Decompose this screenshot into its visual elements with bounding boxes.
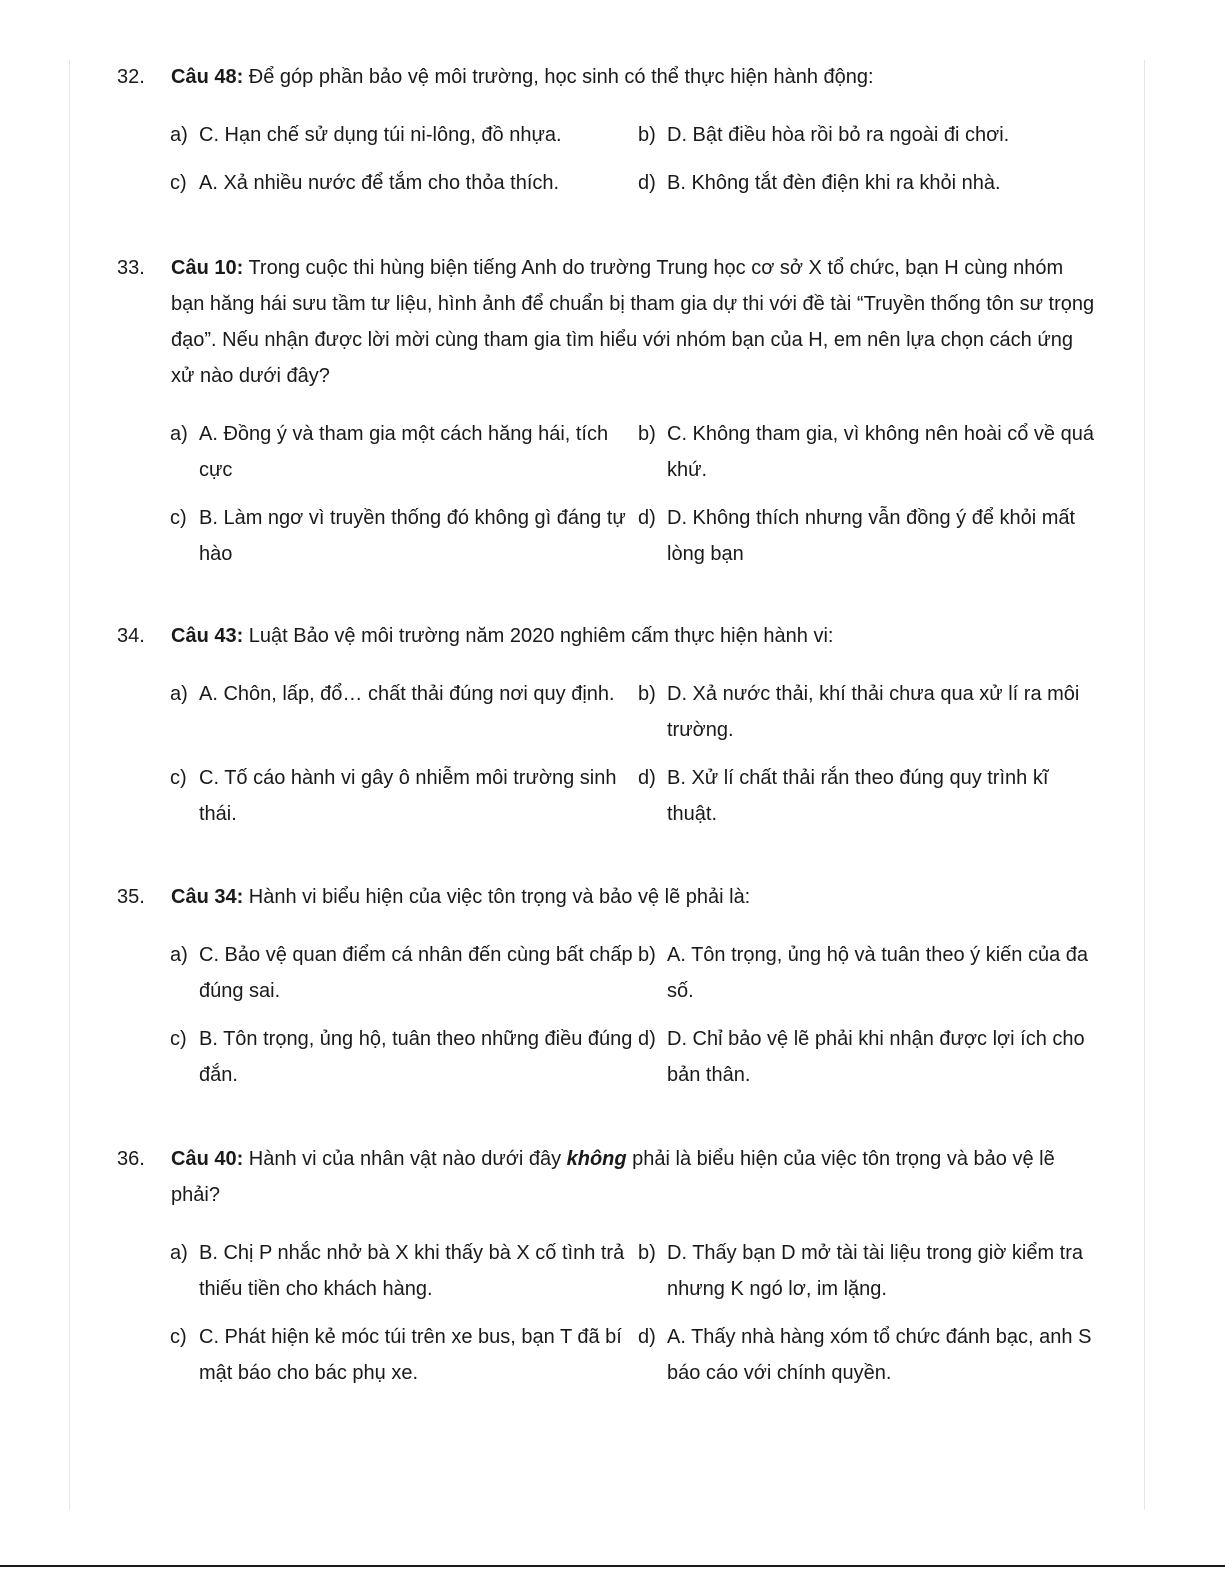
option-letter: b) <box>638 683 656 705</box>
option-text: D. Xả nước thải, khí thải chưa qua xử lí ra môi trường. <box>667 683 1080 741</box>
option-text: C. Phát hiện kẻ móc túi trên xe bus, bạn T đã bí mật báo cho bác phụ xe. <box>199 1326 622 1384</box>
question-stem <box>117 250 1097 394</box>
option-a[interactable] <box>170 937 638 1009</box>
question-text: Trong cuộc thi hùng biện tiếng Anh do trường Trung học cơ sở X tổ chức, bạn H cùng nhóm bạn hăng hái sưu tầm tư liệu, hình ảnh để chuẩn bị tham gia dự thi với đề tài “Truyền thống tôn sư trọng đạo”. Nếu nhận được lời mời cùng tham gia tìm hiểu với nhóm bạn của H, em nên lựa chọn cách ứng xử nào dưới đây? <box>171 257 1095 387</box>
option-d[interactable] <box>638 760 1098 832</box>
option-text: A. Đồng ý và tham gia một cách hăng hái, tích cực <box>199 423 609 481</box>
option-text: D. Không thích nhưng vẫn đồng ý để khỏi mất lòng bạn <box>667 507 1076 565</box>
option-letter: d) <box>638 1028 656 1050</box>
question-label: Câu 40: <box>171 1148 244 1170</box>
question-stem <box>117 618 1097 654</box>
question-label: Câu 43: <box>171 625 244 647</box>
question-label: Câu 48: <box>171 66 244 88</box>
options-grid <box>170 676 1097 832</box>
option-text: D. Thấy bạn D mở tài tài liệu trong giờ kiểm tra nhưng K ngó lơ, im lặng. <box>667 1242 1084 1300</box>
option-letter: c) <box>170 172 187 194</box>
option-text: B. Chị P nhắc nhở bà X khi thấy bà X cố tình trả thiếu tiền cho khách hàng. <box>199 1242 625 1300</box>
option-letter: a) <box>170 423 188 445</box>
option-letter: b) <box>638 944 656 966</box>
option-c[interactable] <box>170 760 638 832</box>
option-text: B. Tôn trọng, ủng hộ, tuân theo những điều đúng đắn. <box>199 1028 633 1086</box>
question-emphasis: không <box>566 1148 627 1170</box>
option-text: B. Không tắt đèn điện khi ra khỏi nhà. <box>667 172 1001 194</box>
option-c[interactable] <box>170 500 638 572</box>
option-text: D. Bật điều hòa rồi bỏ ra ngoài đi chơi. <box>667 124 1010 146</box>
options-grid <box>170 117 1097 201</box>
option-letter: a) <box>170 1242 188 1264</box>
question-33 <box>117 250 1097 572</box>
option-text: A. Tôn trọng, ủng hộ và tuân theo ý kiến của đa số. <box>667 944 1089 1002</box>
question-number: 35. <box>117 886 145 908</box>
option-text: C. Không tham gia, vì không nên hoài cổ về quá khứ. <box>667 423 1094 481</box>
option-letter: d) <box>638 172 656 194</box>
option-letter: d) <box>638 767 656 789</box>
option-text: C. Hạn chế sử dụng túi ni-lông, đồ nhựa. <box>199 124 562 146</box>
option-text: B. Làm ngơ vì truyền thống đó không gì đáng tự hào <box>199 507 626 565</box>
option-b[interactable] <box>638 937 1098 1009</box>
question-number: 32. <box>117 66 145 88</box>
question-stem <box>117 59 1097 95</box>
question-text: Để góp phần bảo vệ môi trường, học sinh có thể thực hiện hành động: <box>243 66 874 88</box>
option-b[interactable] <box>638 1235 1098 1307</box>
option-a[interactable] <box>170 117 638 153</box>
question-stem <box>117 879 1097 915</box>
option-b[interactable] <box>638 117 1098 153</box>
option-d[interactable] <box>638 1021 1098 1093</box>
question-32 <box>117 59 1097 201</box>
option-d[interactable] <box>638 165 1098 201</box>
bottom-divider <box>0 1565 1225 1567</box>
option-letter: c) <box>170 1326 187 1348</box>
option-text: B. Xử lí chất thải rắn theo đúng quy trình kĩ thuật. <box>667 767 1049 825</box>
option-text: C. Tố cáo hành vi gây ô nhiễm môi trường sinh thái. <box>199 767 617 825</box>
option-text: A. Xả nhiều nước để tắm cho thỏa thích. <box>199 172 560 194</box>
options-grid <box>170 1235 1097 1391</box>
question-text-before: Hành vi của nhân vật nào dưới đây <box>243 1148 567 1170</box>
option-text: A. Chôn, lấp, đổ… chất thải đúng nơi quy định. <box>199 683 615 705</box>
question-36 <box>117 1141 1097 1391</box>
options-grid <box>170 937 1097 1093</box>
option-letter: c) <box>170 507 187 529</box>
option-letter: a) <box>170 683 188 705</box>
option-letter: d) <box>638 1326 656 1348</box>
question-text-after: phải là biểu hiện của việc tôn trọng và bảo vệ lẽ phải? <box>171 1148 1055 1206</box>
option-letter: b) <box>638 423 656 445</box>
question-label: Câu 34: <box>171 886 244 908</box>
option-d[interactable] <box>638 1319 1098 1391</box>
option-a[interactable] <box>170 676 638 748</box>
option-d[interactable] <box>638 500 1098 572</box>
options-grid <box>170 416 1097 572</box>
option-a[interactable] <box>170 1235 638 1307</box>
question-text: Hành vi biểu hiện của việc tôn trọng và bảo vệ lẽ phải là: <box>243 886 751 908</box>
option-letter: b) <box>638 124 656 146</box>
question-stem <box>117 1141 1097 1213</box>
question-text: Luật Bảo vệ môi trường năm 2020 nghiêm cấm thực hiện hành vi: <box>243 625 834 647</box>
option-letter: c) <box>170 1028 187 1050</box>
page-left-border <box>69 60 70 1510</box>
question-34 <box>117 618 1097 832</box>
question-label: Câu 10: <box>171 257 244 279</box>
option-c[interactable] <box>170 1021 638 1093</box>
option-letter: a) <box>170 944 188 966</box>
option-text: A. Thấy nhà hàng xóm tổ chức đánh bạc, anh S báo cáo với chính quyền. <box>667 1326 1092 1384</box>
option-c[interactable] <box>170 1319 638 1391</box>
option-letter: b) <box>638 1242 656 1264</box>
option-letter: a) <box>170 124 188 146</box>
option-text: D. Chỉ bảo vệ lẽ phải khi nhận được lợi ích cho bản thân. <box>667 1028 1085 1086</box>
question-35 <box>117 879 1097 1093</box>
option-b[interactable] <box>638 676 1098 748</box>
page-right-border <box>1144 60 1145 1510</box>
question-number: 33. <box>117 257 145 279</box>
option-c[interactable] <box>170 165 638 201</box>
question-number: 34. <box>117 625 145 647</box>
option-text: C. Bảo vệ quan điểm cá nhân đến cùng bất chấp đúng sai. <box>199 944 633 1002</box>
option-letter: d) <box>638 507 656 529</box>
option-b[interactable] <box>638 416 1098 488</box>
question-number: 36. <box>117 1148 145 1170</box>
option-a[interactable] <box>170 416 638 488</box>
option-letter: c) <box>170 767 187 789</box>
